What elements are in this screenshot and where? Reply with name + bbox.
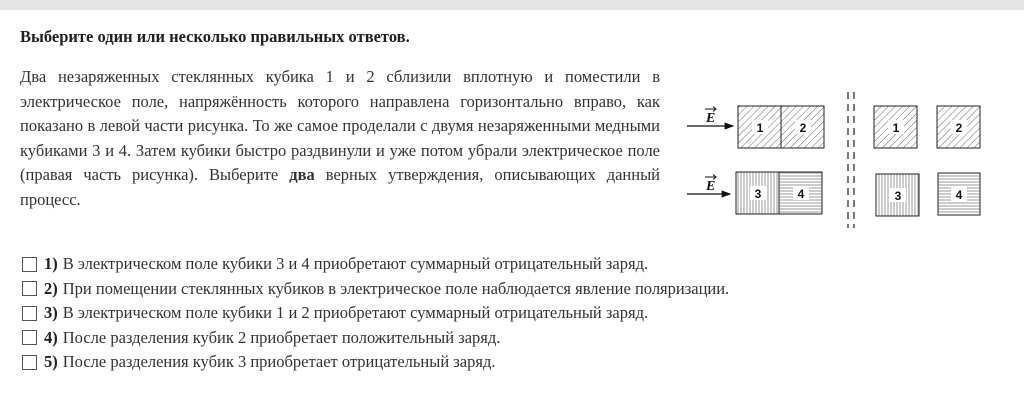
option-1[interactable]: [22, 252, 729, 277]
cube-4-right: [938, 173, 980, 215]
cube-3-label: 3: [754, 187, 762, 201]
option-2-checkbox[interactable]: [22, 281, 37, 296]
option-3-checkbox[interactable]: [22, 306, 37, 321]
option-5-checkbox[interactable]: [22, 355, 37, 370]
option-4[interactable]: [22, 326, 729, 351]
question-part-1: Два незаряженных стеклянных кубика 1 и 2 сблизили вплотную и поместили в электрическое поле, напряжённость которого направлена горизонтально вправо, как показано в левой части рисунка. То же самое проделали с двумя незаряженными медными кубиками 3 и 4. Затем кубики быстро раздвинули и уже потом убрали электрическое поле (правая часть рисунка). Выберите: [20, 67, 660, 184]
option-5[interactable]: [22, 350, 729, 375]
option-1-checkbox[interactable]: [22, 257, 37, 272]
option-3[interactable]: [22, 301, 729, 326]
option-3-number: 3): [44, 303, 58, 323]
figure-separator: [848, 92, 854, 228]
field-label-top: E: [706, 111, 716, 126]
cube-1-right: [874, 106, 917, 148]
question-text: [20, 65, 660, 212]
option-1-number: 1): [44, 254, 58, 274]
cube-4-label: 4: [797, 187, 805, 201]
cube-1-left: [738, 106, 781, 148]
top-bar: [0, 0, 1024, 10]
option-2-text: При помещении стеклянных кубиков в электрическое поле наблюдается явление поляризации.: [62, 278, 730, 298]
instruction-text: Выберите один или несколько правильных ответов.: [20, 27, 410, 46]
cube-4-left: [779, 172, 822, 214]
field-arrow-bottom: [687, 175, 730, 195]
cube-3-label-right: 3: [894, 189, 902, 203]
option-3-text: В электрическом поле кубики 1 и 2 приобретают суммарный отрицательный заряд.: [62, 303, 649, 323]
question-part-2: верных утверждения, описывающих данный процесс.: [20, 165, 661, 209]
option-4-text: После разделения кубик 2 приобретает положительный заряд.: [62, 327, 501, 347]
cubes-figure: [680, 88, 1000, 233]
option-4-number: 4): [44, 327, 58, 347]
cube-4-label-right: 4: [955, 188, 963, 202]
cube-3-right: [876, 174, 919, 216]
cube-3-left: [736, 172, 779, 214]
cube-2-left: [781, 106, 824, 148]
cube-1-label-right: 1: [892, 121, 900, 135]
option-2-number: 2): [44, 278, 58, 298]
cube-2-right: [937, 106, 980, 148]
option-2[interactable]: [22, 277, 729, 302]
answer-options: [22, 252, 729, 375]
field-label-bottom: E: [706, 179, 716, 194]
cube-2-label: 2: [799, 121, 807, 135]
cube-1-label: 1: [756, 121, 764, 135]
option-4-checkbox[interactable]: [22, 330, 37, 345]
option-5-number: 5): [44, 352, 58, 372]
option-1-text: В электрическом поле кубики 3 и 4 приобретают суммарный отрицательный заряд.: [62, 254, 649, 274]
question-emphasis: два: [289, 165, 315, 184]
cube-2-label-right: 2: [955, 121, 963, 135]
field-arrow-top: [687, 107, 733, 127]
option-5-text: После разделения кубик 3 приобретает отрицательный заряд.: [62, 352, 496, 372]
